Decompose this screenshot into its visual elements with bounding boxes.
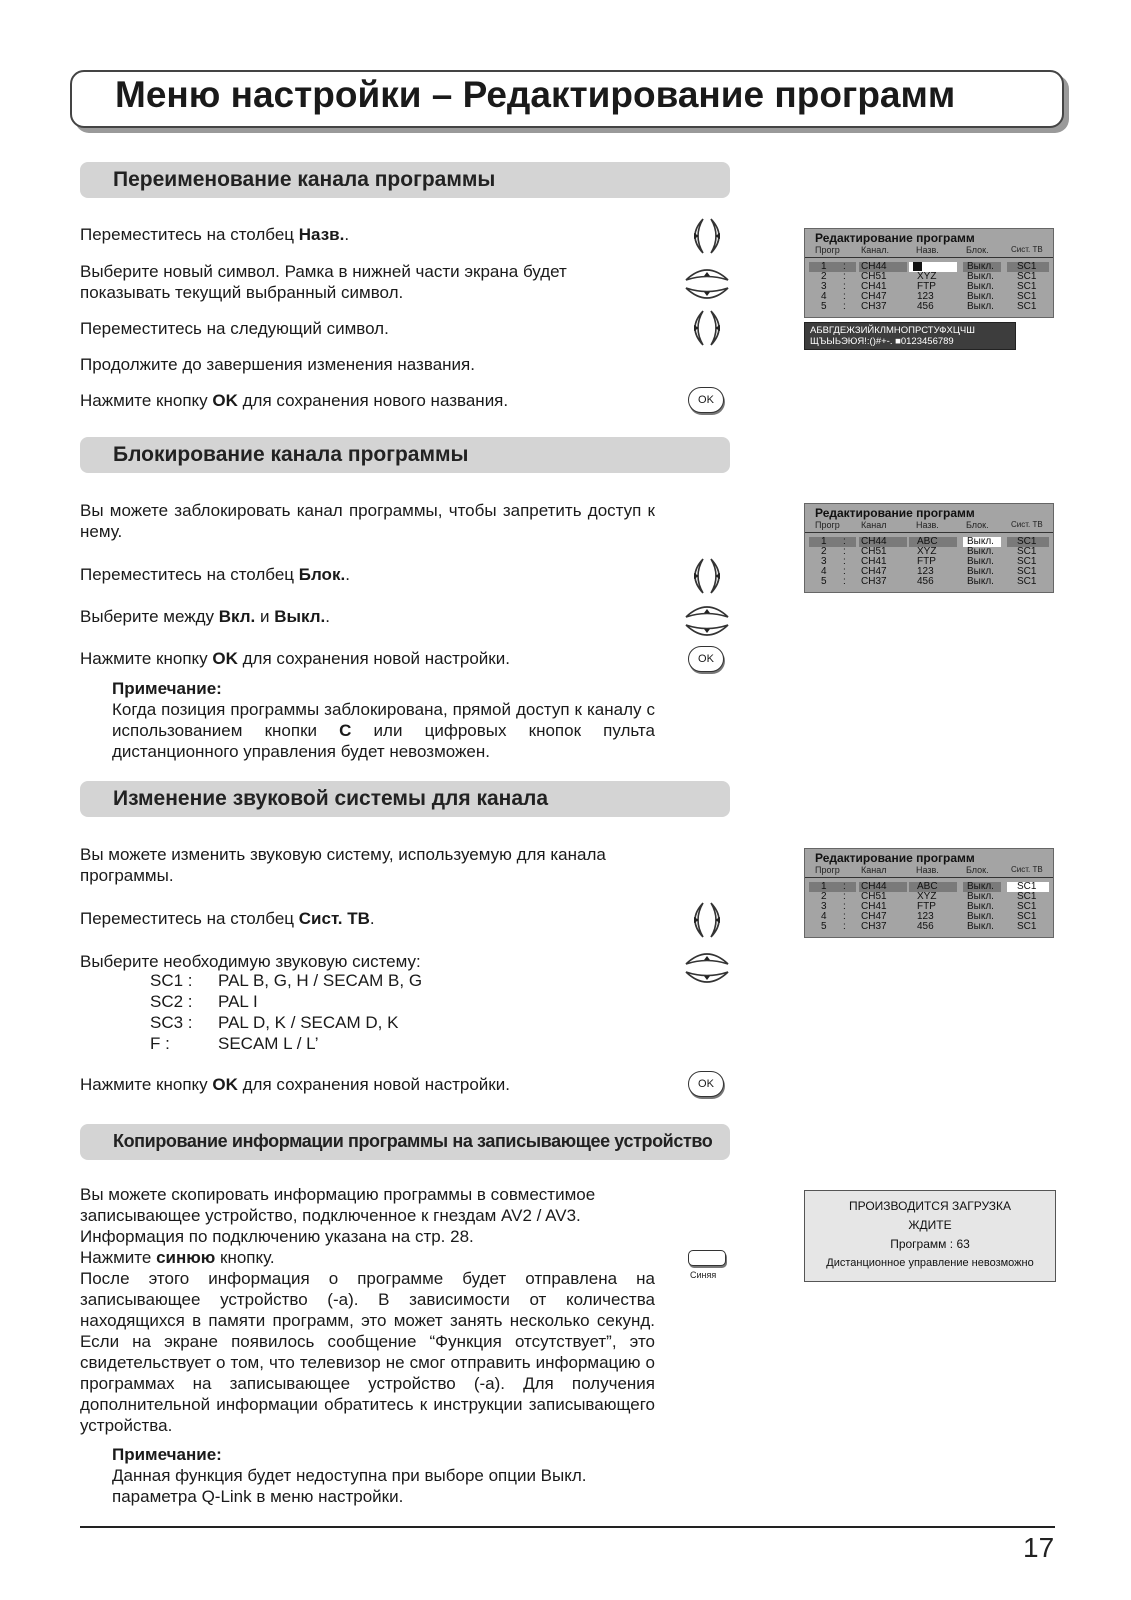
screen-row: 1 : CH44 Выкл. SC1 xyxy=(805,262,1053,272)
lock-step-2: Выберите между Вкл. и Выкл.. xyxy=(80,607,330,626)
copy-note: Примечание: Данная функция будет недоступна при выборе опции Выкл. параметра Q-Link в меню настройки. xyxy=(112,1445,587,1506)
sound-step-2: Выберите необходимую звуковую систему: xyxy=(80,952,421,971)
download-programs: Программ : 63 xyxy=(890,1237,970,1251)
sound-system-item: SC1 : PAL B, G, H / SECAM B, G xyxy=(150,971,423,990)
blue-button-label: Синяя xyxy=(690,1270,717,1280)
up-down-arrows-icon xyxy=(683,947,731,989)
screen-row: 5 : CH37 456 Выкл. SC1 xyxy=(821,576,1037,587)
copy-line-1: Вы можете скопировать информацию программы в совместимое xyxy=(80,1185,596,1204)
screen-header-row: Прогр Канал Назв. Блок. Сист. ТВ xyxy=(805,865,1053,878)
ok-button-icon: OK xyxy=(688,1071,724,1097)
sound-system-item: F : SECAM L / L’ xyxy=(150,1034,319,1053)
section-heading-lock: Блокирование канала программы xyxy=(113,443,469,466)
screen-lock xyxy=(804,503,1054,593)
sound-step-3: Нажмите кнопку OK для сохранения новой настройки. xyxy=(80,1075,510,1094)
character-selector: АБВГДЕЖЗИЙКЛМНОПРСТУФХЦЧШ ЩЪЫЬЭЮЯ!:()#+-. ■0123456789 xyxy=(804,322,1016,350)
up-down-arrows-icon xyxy=(683,263,731,305)
rename-step-1: Переместитесь на столбец Назв.. xyxy=(80,225,350,244)
sound-intro: Вы можете изменить звуковую систему, используемую для канала программы. xyxy=(80,845,606,885)
sound-system-item: SC2 : PAL I xyxy=(150,992,258,1011)
screen-row: 4 : CH47 123 Выкл. SC1 xyxy=(821,911,1037,922)
screen-title: Редактирование программ xyxy=(815,231,975,245)
lock-note: Примечание: Когда позиция программы заблокирована, прямой доступ к каналу с использованием кнопки C или цифровых кнопок пульта дистанционного управления будет невозможен. xyxy=(112,679,655,761)
left-right-arrows-icon xyxy=(684,556,730,596)
copy-line-3: Информация по подключению указана на стр. 28. xyxy=(80,1227,474,1246)
screen-row: 4 : CH47 123 Выкл. SC1 xyxy=(821,566,1037,577)
download-wait: ЖДИТЕ xyxy=(908,1218,952,1232)
copy-paragraph: После этого информация о программе будет отправлена на записывающее устройство (-а). В зависимости от количества находящихся в памяти программ, это может занять несколько секунд. Если на экране появилось сообщение “Функция отсутствует”, это свидетельствует о том, что телевизор не смог отправить информацию о программах на записывающее устройство (-а). Для получения дополнительной информации обратитесь к инструкции записывающего устройства. xyxy=(80,1269,655,1435)
screen-row: 4 : CH47 123 Выкл. SC1 xyxy=(821,291,1037,302)
download-remote-note: Дистанционное управление невозможно xyxy=(826,1257,1034,1269)
blue-button-icon xyxy=(688,1250,726,1266)
copy-line-2: записывающее устройство, подключенное к гнездам AV2 / AV3. xyxy=(80,1206,581,1225)
screen-sound xyxy=(804,848,1054,938)
sound-step-1: Переместитесь на столбец Сист. ТВ. xyxy=(80,909,375,928)
left-right-arrows-icon xyxy=(684,900,730,940)
page-number: 17 xyxy=(1023,1532,1055,1563)
up-down-arrows-icon xyxy=(683,600,731,642)
screen-rename xyxy=(804,228,1054,318)
screen-row: 2 : CH51 XYZ Выкл. SC1 xyxy=(821,546,1037,557)
section-heading-sound: Изменение звуковой системы для канала xyxy=(113,787,549,810)
screen-title: Редактирование программ xyxy=(815,506,975,520)
lock-step-1: Переместитесь на столбец Блок.. xyxy=(80,565,350,584)
sound-system-item: SC3 : PAL D, K / SECAM D, K xyxy=(150,1013,399,1032)
screen-title: Редактирование программ xyxy=(815,851,975,865)
ok-button-icon: OK xyxy=(688,646,724,672)
screen-row: 1 : CH44 ABC Выкл. SC1 xyxy=(805,537,1053,547)
rename-step-3: Переместитесь на следующий символ. xyxy=(80,319,389,338)
page-title: Меню настройки – Редактирование программ xyxy=(115,74,956,115)
screen-header-row: Прогр Канал. Назв. Блок. Сист. ТВ xyxy=(805,245,1053,258)
screen-row: 2 : CH51 XYZ Выкл. SC1 xyxy=(821,891,1037,902)
footer-divider xyxy=(80,1526,1055,1528)
screen-row: 3 : CH41 FTP Выкл. SC1 xyxy=(821,556,1037,567)
rename-step-2: Выберите новый символ. Рамка в нижней части экрана будет показывать текущий выбранный символ. xyxy=(80,262,567,302)
lock-step-3: Нажмите кнопку OK для сохранения новой настройки. xyxy=(80,649,510,668)
rename-step-5: Нажмите кнопку OK для сохранения нового названия. xyxy=(80,391,509,410)
copy-line-4: Нажмите синюю кнопку. xyxy=(80,1248,275,1267)
download-status: ПРОИЗВОДИТСЯ ЗАГРУЗКА xyxy=(848,1199,1012,1213)
screen-row: 3 : CH41 FTP Выкл. SC1 xyxy=(821,281,1037,292)
left-right-arrows-icon xyxy=(684,308,730,348)
download-message-screen xyxy=(804,1190,1056,1282)
ok-button-icon: OK xyxy=(688,387,724,413)
rename-step-4: Продолжите до завершения изменения названия. xyxy=(80,355,475,374)
section-heading-rename: Переименование канала программы xyxy=(113,168,496,191)
screen-row: 1 : CH44 ABC Выкл. SC1 xyxy=(805,882,1053,892)
lock-intro: Вы можете заблокировать канал программы, чтобы запретить доступ к нему. xyxy=(80,501,655,541)
screen-header-row: Прогр Канал Назв. Блок. Сист. ТВ xyxy=(805,520,1053,533)
screen-row: 5 : CH37 456 Выкл. SC1 xyxy=(821,301,1037,312)
screen-row: 3 : CH41 FTP Выкл. SC1 xyxy=(821,901,1037,912)
left-right-arrows-icon xyxy=(684,216,730,256)
section-heading-copy: Копирование информации программы на записывающее устройство xyxy=(113,1131,713,1151)
screen-row: 5 : CH37 456 Выкл. SC1 xyxy=(821,921,1037,932)
screen-row: 2 : CH51 XYZ Выкл. SC1 xyxy=(821,271,1037,282)
